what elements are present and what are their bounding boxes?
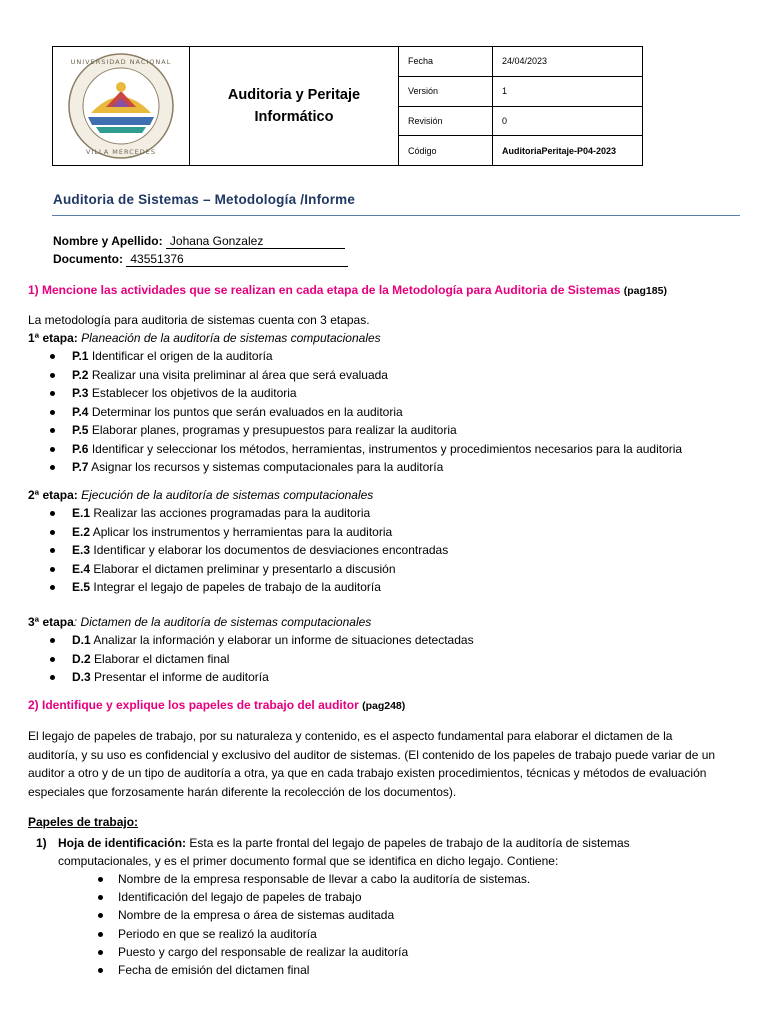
paragraph-line: especiales que forzosamente harán diferente la recolección de los documentos). [28, 784, 457, 799]
item-text: Asignar los recursos y sistemas computacionales para la auditoría [91, 460, 444, 474]
name-field [53, 234, 345, 249]
item-code: D.1 [72, 633, 91, 647]
list-item [50, 560, 448, 579]
list-item [50, 347, 682, 366]
meta-label-codigo: Código [399, 136, 493, 166]
header-title-cell [190, 47, 399, 166]
stage-2-list [50, 504, 448, 597]
list-item [50, 384, 682, 403]
question-2-ref: (pag248) [362, 700, 406, 712]
paragraph-line: auditor a otro y de un tipo de auditoría a otra, ya que en cada trabajo existen procedimientos, técnicas y métodos de evaluación [28, 766, 707, 780]
meta-label-fecha: Fecha [399, 47, 493, 77]
header-table [52, 46, 643, 166]
item-text: Establecer los objetivos de la auditoria [91, 386, 297, 400]
header-title-line2: Informático [254, 109, 334, 125]
list-item [50, 541, 448, 560]
stage-1-heading [28, 329, 381, 347]
list-item: Fecha de emisión del dictamen final [98, 961, 530, 979]
item-number: 1) [36, 836, 47, 850]
list-item [50, 578, 448, 597]
item-code: E.4 [72, 561, 91, 576]
meta-value-revision: 0 [493, 106, 643, 136]
item-text: Identificar y seleccionar los métodos, herramientas, instrumentos y procedimientos necesarios para la auditoria [91, 441, 683, 456]
stage-1-label: 1ª etapa: [28, 331, 78, 345]
item-code: E.5 [72, 580, 91, 594]
item-text: Determinar los puntos que serán evaluados en la auditoria [91, 404, 403, 419]
stage-3-list [50, 631, 474, 687]
stage-3-heading [28, 613, 371, 631]
stage-3-label: 3ª etapa [28, 615, 74, 629]
papeles-heading: Papeles de trabajo: [28, 815, 139, 829]
item-code: P.7 [72, 460, 89, 474]
item-code: P.3 [72, 386, 89, 400]
list-item: Periodo en que se realizó la auditoría [98, 925, 530, 943]
item-code: D.2 [72, 651, 91, 666]
list-item [50, 421, 682, 440]
item-code: E.2 [72, 524, 91, 539]
item-code: P.6 [72, 441, 89, 456]
meta-label-revision: Revisión [399, 106, 493, 136]
document-title: Auditoria de Sistemas – Metodología /Informe [53, 192, 356, 207]
list-item [50, 366, 682, 385]
list-item: Puesto y cargo del responsable de realizar la auditoría [98, 943, 530, 961]
hoja-contents-list [98, 870, 530, 979]
item-text: Realizar las acciones programadas para la auditoria [93, 506, 371, 520]
question-1-text: 1) Mencione las actividades que se realizan en cada etapa de la Metodología para Auditoria de Sistemas [28, 283, 621, 297]
hoja-identificacion-item [36, 834, 736, 870]
list-item [50, 403, 682, 422]
item-text: Identificar y elaborar los documentos de desviaciones encontradas [93, 543, 449, 557]
meta-label-version: Versión [399, 76, 493, 106]
paragraph-line: auditoría, y su uso es confidencial y exclusivo del auditor de sistemas. (El contenido de los papeles de trabajo puede variar de un [28, 747, 716, 762]
item-code: P.2 [72, 367, 89, 382]
stage-2-label: 2ª etapa: [28, 488, 78, 502]
list-item: Nombre de la empresa responsable de llevar a cabo la auditoría de sistemas. [98, 870, 530, 888]
hoja-line-1: Esta es la parte frontal del legajo de papeles de trabajo de la auditoría de sistemas [189, 836, 630, 850]
list-item [50, 631, 474, 650]
document-value: 43551376 [126, 253, 348, 267]
item-text: Realizar una visita preliminar al área que será evaluada [91, 367, 388, 382]
item-text: Analizar la información y elaborar un informe de situaciones detectadas [93, 633, 474, 647]
list-item: Identificación del legajo de papeles de trabajo [98, 888, 530, 906]
document-label: Documento: [53, 252, 123, 266]
hoja-title: Hoja de identificación: [58, 836, 187, 850]
meta-value-codigo: AuditoriaPeritaje-P04-2023 [493, 136, 643, 166]
document-field [53, 252, 348, 267]
name-label: Nombre y Apellido: [53, 234, 163, 248]
item-text: Aplicar los instrumentos y herramientas para la auditoria [92, 524, 393, 539]
item-text: Elaborar planes, programas y presupuestos para realizar la auditoria [91, 423, 457, 437]
header-title-line1: Auditoria y Peritaje [227, 87, 361, 103]
paragraph-line: El legajo de papeles de trabajo, por su naturaleza y contenido, es el aspecto fundamental para elaborar el dictamen de la [28, 729, 673, 743]
item-text: Identificar el origen de la auditoría [91, 349, 273, 363]
stage-1-list [50, 347, 682, 477]
stage-2-desc: Ejecución de la auditoría de sistemas computacionales [81, 488, 374, 502]
logo-cell [53, 47, 190, 166]
meta-value-version: 1 [493, 76, 643, 106]
name-value: Johana Gonzalez [166, 235, 345, 249]
list-item [50, 650, 474, 669]
item-text: Elaborar el dictamen final [94, 651, 230, 666]
legajo-paragraph [28, 727, 740, 801]
list-item [50, 440, 682, 459]
list-item [50, 523, 448, 542]
list-item [50, 668, 474, 687]
university-seal-logo [66, 51, 176, 161]
item-text: Presentar el informe de auditoría [94, 670, 269, 684]
question-1-ref: (pag185) [623, 285, 667, 297]
item-code: P.4 [72, 404, 89, 419]
item-code: P.5 [72, 423, 89, 437]
stage-1-desc: Planeación de la auditoría de sistemas computacionales [81, 331, 381, 345]
list-item [50, 504, 448, 523]
item-text: Elaborar el dictamen preliminar y presentarlo a discusión [93, 561, 396, 576]
hoja-line-2: computacionales, y es el primer documento formal que se identifica en dicho legajo. Contiene: [58, 854, 559, 868]
item-text: Integrar el legajo de papeles de trabajo de la auditoría [93, 580, 381, 594]
meta-value-fecha: 24/04/2023 [493, 47, 643, 77]
intro-text: La metodología para auditoria de sistemas cuenta con 3 etapas. [28, 313, 370, 327]
item-code: D.3 [72, 670, 91, 684]
stage-2-heading [28, 486, 373, 504]
item-code: E.1 [72, 506, 91, 520]
seal-text: UNIVERSIDAD NACIONAL [70, 58, 172, 66]
stage-3-desc: : Dictamen de la auditoría de sistemas computacionales [73, 615, 372, 629]
item-code: P.1 [72, 349, 89, 363]
question-2 [28, 698, 405, 712]
list-item [50, 458, 682, 477]
question-1 [28, 283, 667, 297]
question-2-text: 2) Identifique y explique los papeles de trabajo del auditor [28, 698, 359, 712]
seal-text-bottom: VILLA MERCEDES [85, 148, 157, 156]
list-item: Nombre de la empresa o área de sistemas auditada [98, 906, 530, 924]
item-code: E.3 [72, 543, 91, 557]
title-divider [52, 215, 740, 216]
